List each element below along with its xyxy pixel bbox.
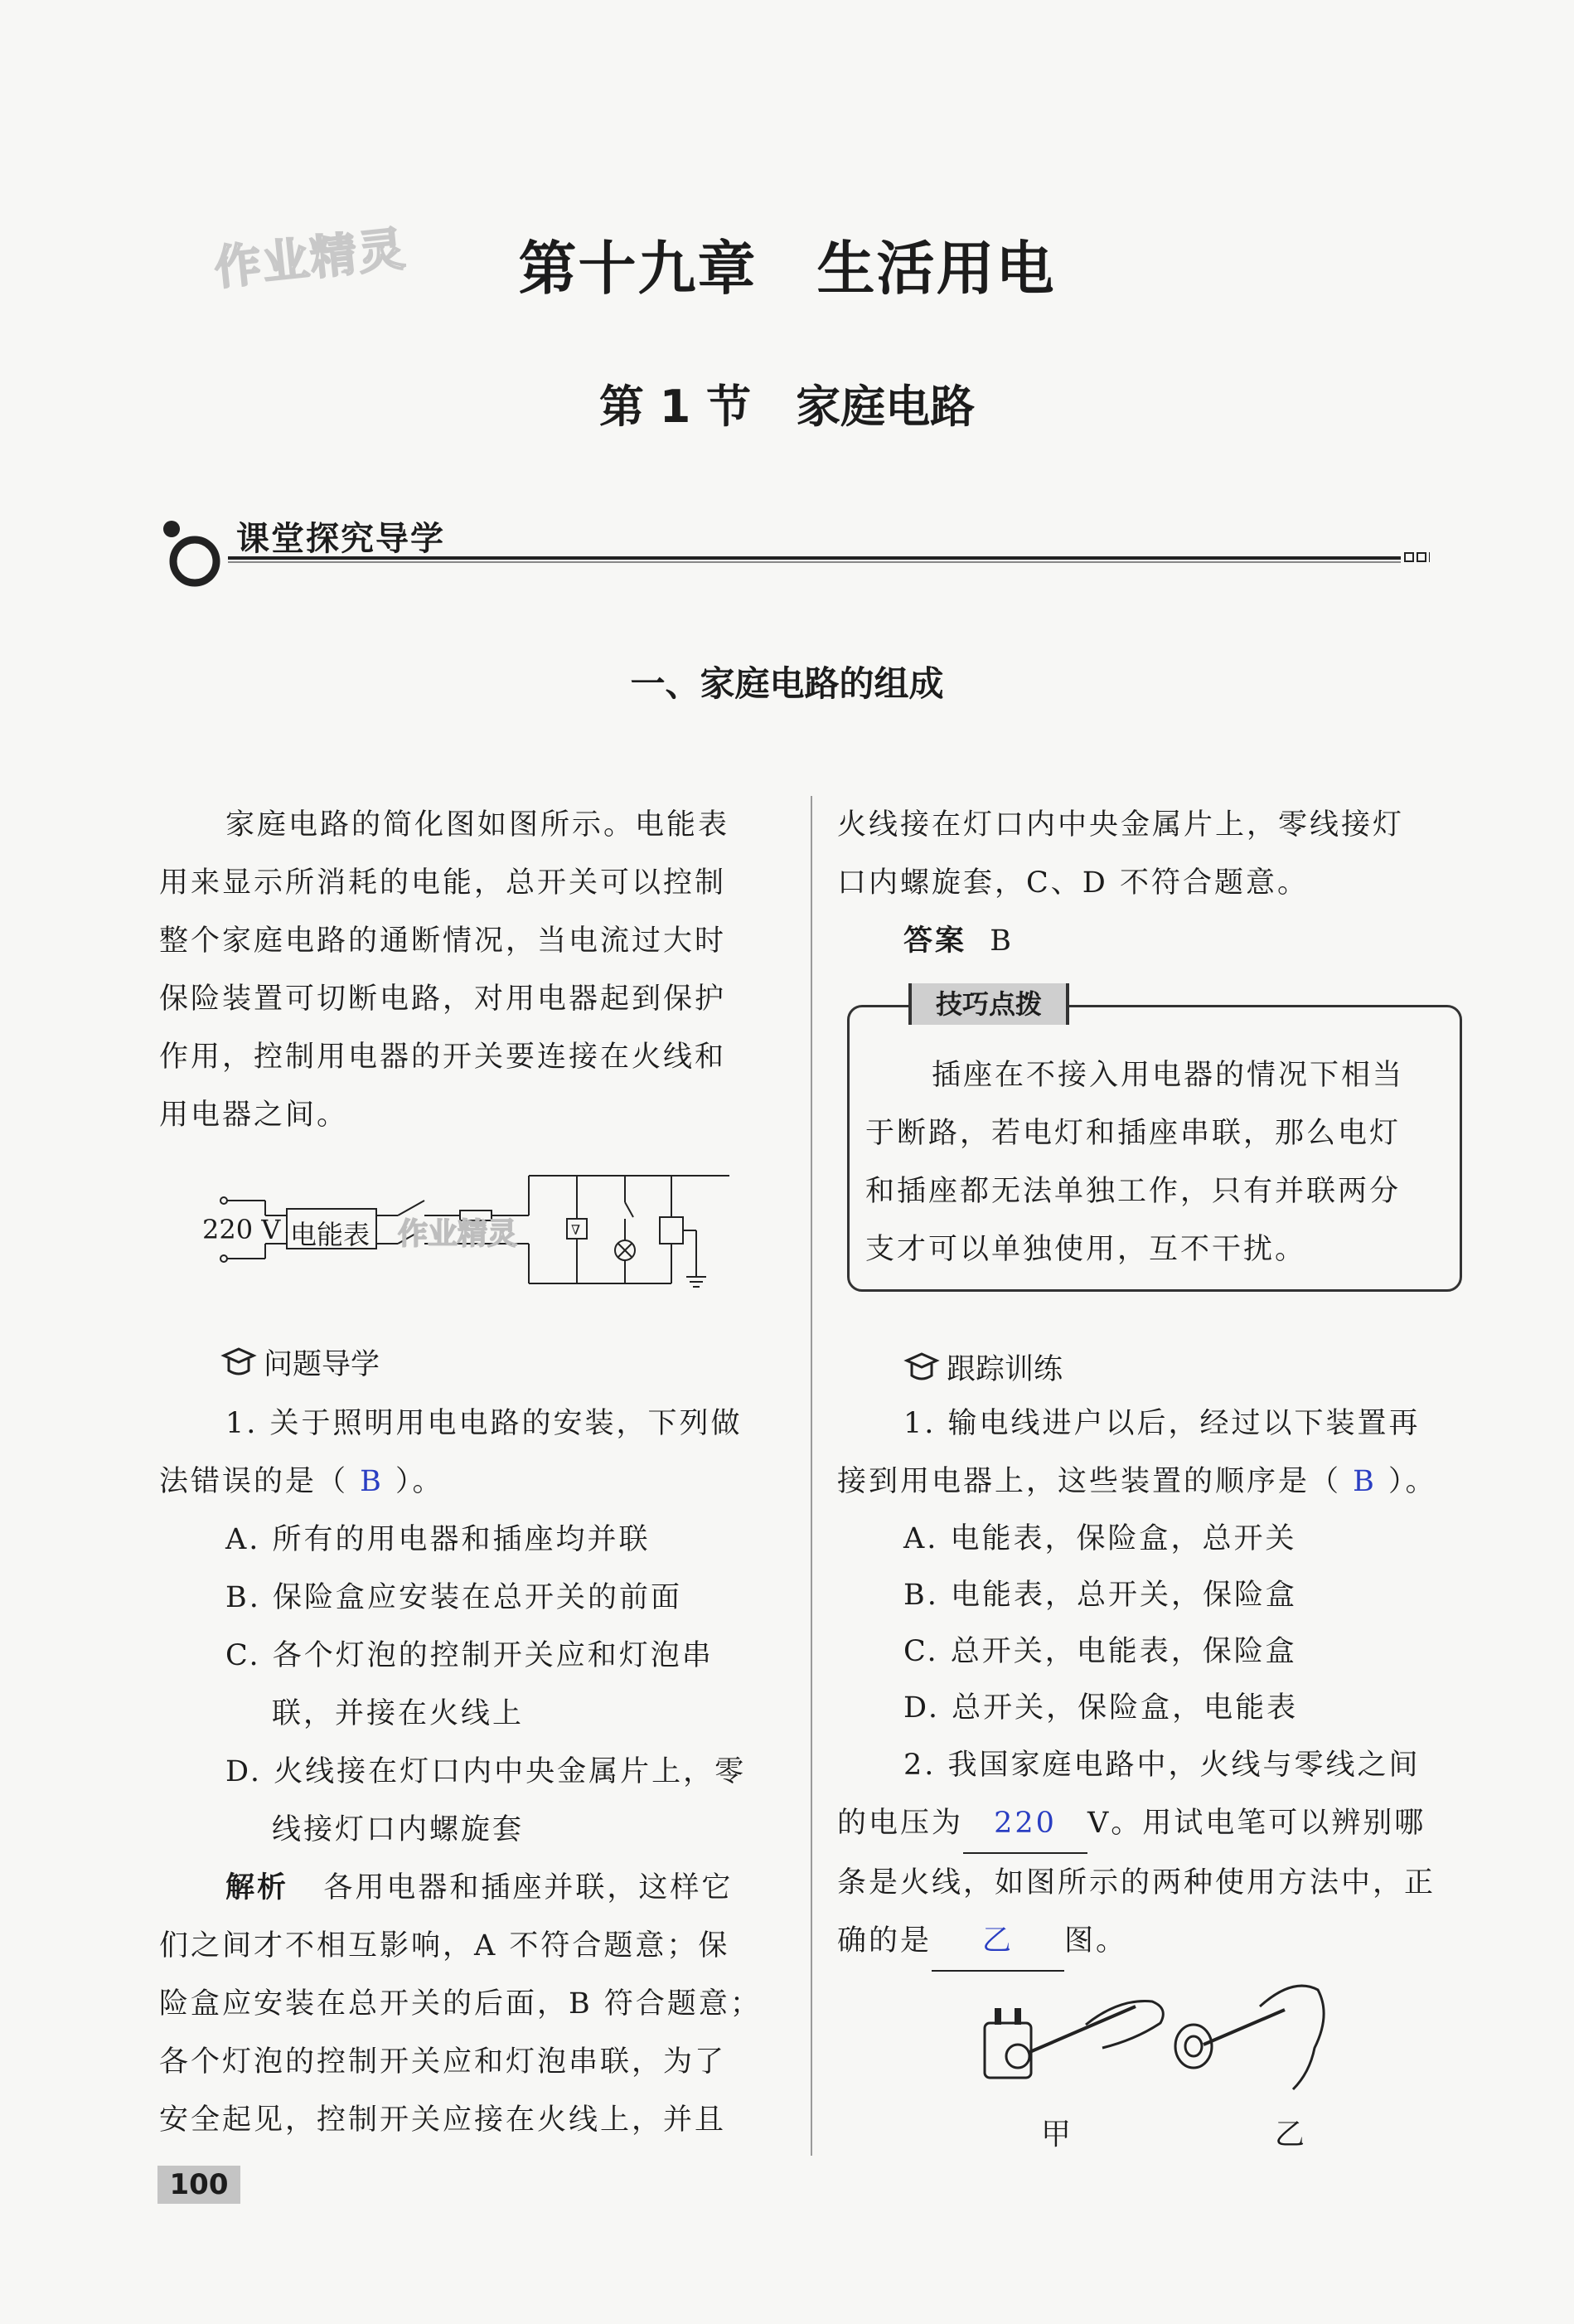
page-number: 100 bbox=[157, 2166, 240, 2204]
meter-label: 电能表 bbox=[290, 1219, 370, 1250]
chapter-title: 第十九章 生活用电 bbox=[518, 234, 1056, 303]
mortarboard-icon bbox=[903, 1351, 940, 1384]
intro-line: 家庭电路的简化图如图所示。电能表 bbox=[225, 808, 730, 842]
intro-line: 作用，控制用电器的开关要连接在火线和 bbox=[159, 1041, 727, 1074]
voltage-label: 220 V bbox=[202, 1214, 281, 1245]
tip-line: 插座在不接入用电器的情况下相当 bbox=[932, 1059, 1405, 1092]
t1-stem-suffix: ）。 bbox=[1388, 1465, 1437, 1498]
t2-line-suffix: V。用试电笔可以辨别哪 bbox=[1087, 1807, 1426, 1840]
analysis-label: 解析 bbox=[225, 1871, 289, 1904]
q1-option: C. 各个灯泡的控制开关应和灯泡串 bbox=[225, 1639, 714, 1672]
t1-stem-prefix: 接到用电器上，这些装置的顺序是（ bbox=[837, 1465, 1342, 1498]
intro-line: 保险装置可切断电路，对用电器起到保护 bbox=[159, 982, 727, 1016]
q1-stem: 1. 关于照明用电电路的安装，下列做 bbox=[225, 1407, 743, 1440]
q1-option: 线接灯口内螺旋套 bbox=[272, 1813, 525, 1846]
t2-line: 条是火线，如图所示的两种使用方法中，正 bbox=[837, 1866, 1436, 1899]
analysis-continued bbox=[837, 796, 1475, 970]
banner-ring-icon bbox=[173, 540, 216, 583]
question-1 bbox=[159, 1395, 789, 2149]
analysis-line: 安全起见，控制开关应接在火线上，并且 bbox=[159, 2103, 727, 2137]
mortarboard-icon bbox=[220, 1346, 257, 1379]
svg-text:∇: ∇ bbox=[571, 1222, 581, 1238]
tip-line: 和插座都无法单独工作，只有并联两分 bbox=[865, 1175, 1402, 1208]
tip-line: 于断路，若电灯和插座串联，那么电灯 bbox=[865, 1117, 1402, 1150]
banner-title: 课堂探究导学 bbox=[236, 520, 445, 558]
q1-option: A. 所有的用电器和插座均并联 bbox=[225, 1523, 651, 1556]
analysis-line: 各个灯泡的控制开关应和灯泡串联，为了 bbox=[159, 2045, 727, 2079]
q1-option: 联，并接在火线上 bbox=[272, 1697, 525, 1730]
test-pen-figure-jia bbox=[978, 1973, 1177, 2098]
t2-blank-voltage: 220 bbox=[963, 1794, 1087, 1854]
q1-option: B. 保险盒应安装在总开关的前面 bbox=[225, 1581, 682, 1614]
test-pen bbox=[1028, 2006, 1136, 2053]
t1-option: C. 总开关，电能表，保险盒 bbox=[903, 1635, 1297, 1668]
t2-line-prefix: 的电压为 bbox=[837, 1807, 964, 1840]
analysis-line: 险盒应安装在总开关的后面，B 符合题意； bbox=[159, 1987, 762, 2021]
q1-option: D. 火线接在灯口内中央金属片上，零 bbox=[225, 1755, 747, 1788]
hand-outline bbox=[1260, 1986, 1324, 2089]
analysis-continued-line: 火线接在灯口内中央金属片上，零线接灯 bbox=[837, 808, 1405, 842]
training-heading-label: 跟踪训练 bbox=[947, 1353, 1063, 1386]
intro-paragraph bbox=[159, 796, 789, 1144]
column-divider bbox=[811, 796, 812, 2156]
guide-heading-label: 问题导学 bbox=[264, 1348, 380, 1381]
t1-stem: 1. 输电线进户以后，经过以下装置再 bbox=[903, 1407, 1421, 1440]
t1-option: A. 电能表，保险盒，总开关 bbox=[903, 1522, 1297, 1555]
analysis-line: 们之间才不相互影响，A 不符合题意；保 bbox=[159, 1929, 730, 1963]
figure-label-yi: 乙 bbox=[1275, 2118, 1305, 2152]
banner-dot-icon bbox=[163, 521, 180, 537]
section-title: 第 1 节 家庭电路 bbox=[598, 381, 976, 433]
t2-line-prefix: 确的是 bbox=[837, 1924, 932, 1958]
t2-line: 2. 我国家庭电路中，火线与零线之间 bbox=[903, 1749, 1421, 1782]
t1-answer: B bbox=[1353, 1465, 1377, 1498]
t1-option: D. 总开关，保险盒，电能表 bbox=[903, 1691, 1299, 1725]
test-pen bbox=[1204, 2010, 1285, 2045]
tip-content bbox=[865, 1046, 1454, 1278]
q1-answer: B bbox=[360, 1465, 384, 1498]
sub-heading: 一、家庭电路的组成 bbox=[630, 663, 944, 704]
intro-line: 用来显示所消耗的电能，总开关可以控制 bbox=[159, 866, 727, 900]
intro-line: 用电器之间。 bbox=[159, 1099, 349, 1132]
q1-stem-suffix: ）。 bbox=[395, 1465, 444, 1498]
socket-icon bbox=[660, 1217, 683, 1244]
circuit-diagram bbox=[199, 1167, 746, 1300]
tip-label: 技巧点拨 bbox=[908, 983, 1069, 1025]
t2-line-suffix: 图。 bbox=[1064, 1924, 1128, 1958]
tip-line: 支才可以单独使用，互不干扰。 bbox=[865, 1233, 1307, 1266]
t1-option: B. 电能表，总开关，保险盒 bbox=[903, 1579, 1297, 1612]
intro-line: 整个家庭电路的通断情况，当电流过大时 bbox=[159, 924, 727, 958]
figure-label-jia: 甲 bbox=[1041, 2118, 1072, 2152]
test-pen-figure-yi bbox=[1169, 1973, 1334, 2098]
socket-icon bbox=[1175, 2025, 1212, 2068]
analysis-continued-line: 口内螺旋套，C、D 不符合题意。 bbox=[837, 866, 1309, 900]
guide-heading bbox=[220, 1342, 380, 1383]
training-heading bbox=[903, 1346, 1063, 1388]
q1-stem-prefix: 法错误的是（ bbox=[159, 1465, 349, 1498]
watermark-logo: 作业精灵 bbox=[211, 222, 409, 296]
training-questions bbox=[837, 1395, 1475, 1972]
answer-value: B bbox=[990, 924, 1015, 958]
circuit-watermark: 作业精灵 bbox=[398, 1217, 518, 1251]
t2-blank-figure: 乙 bbox=[932, 1912, 1064, 1972]
analysis-line: 各用电器和插座并联，这样它 bbox=[323, 1871, 734, 1904]
answer-label: 答案 bbox=[903, 924, 967, 958]
